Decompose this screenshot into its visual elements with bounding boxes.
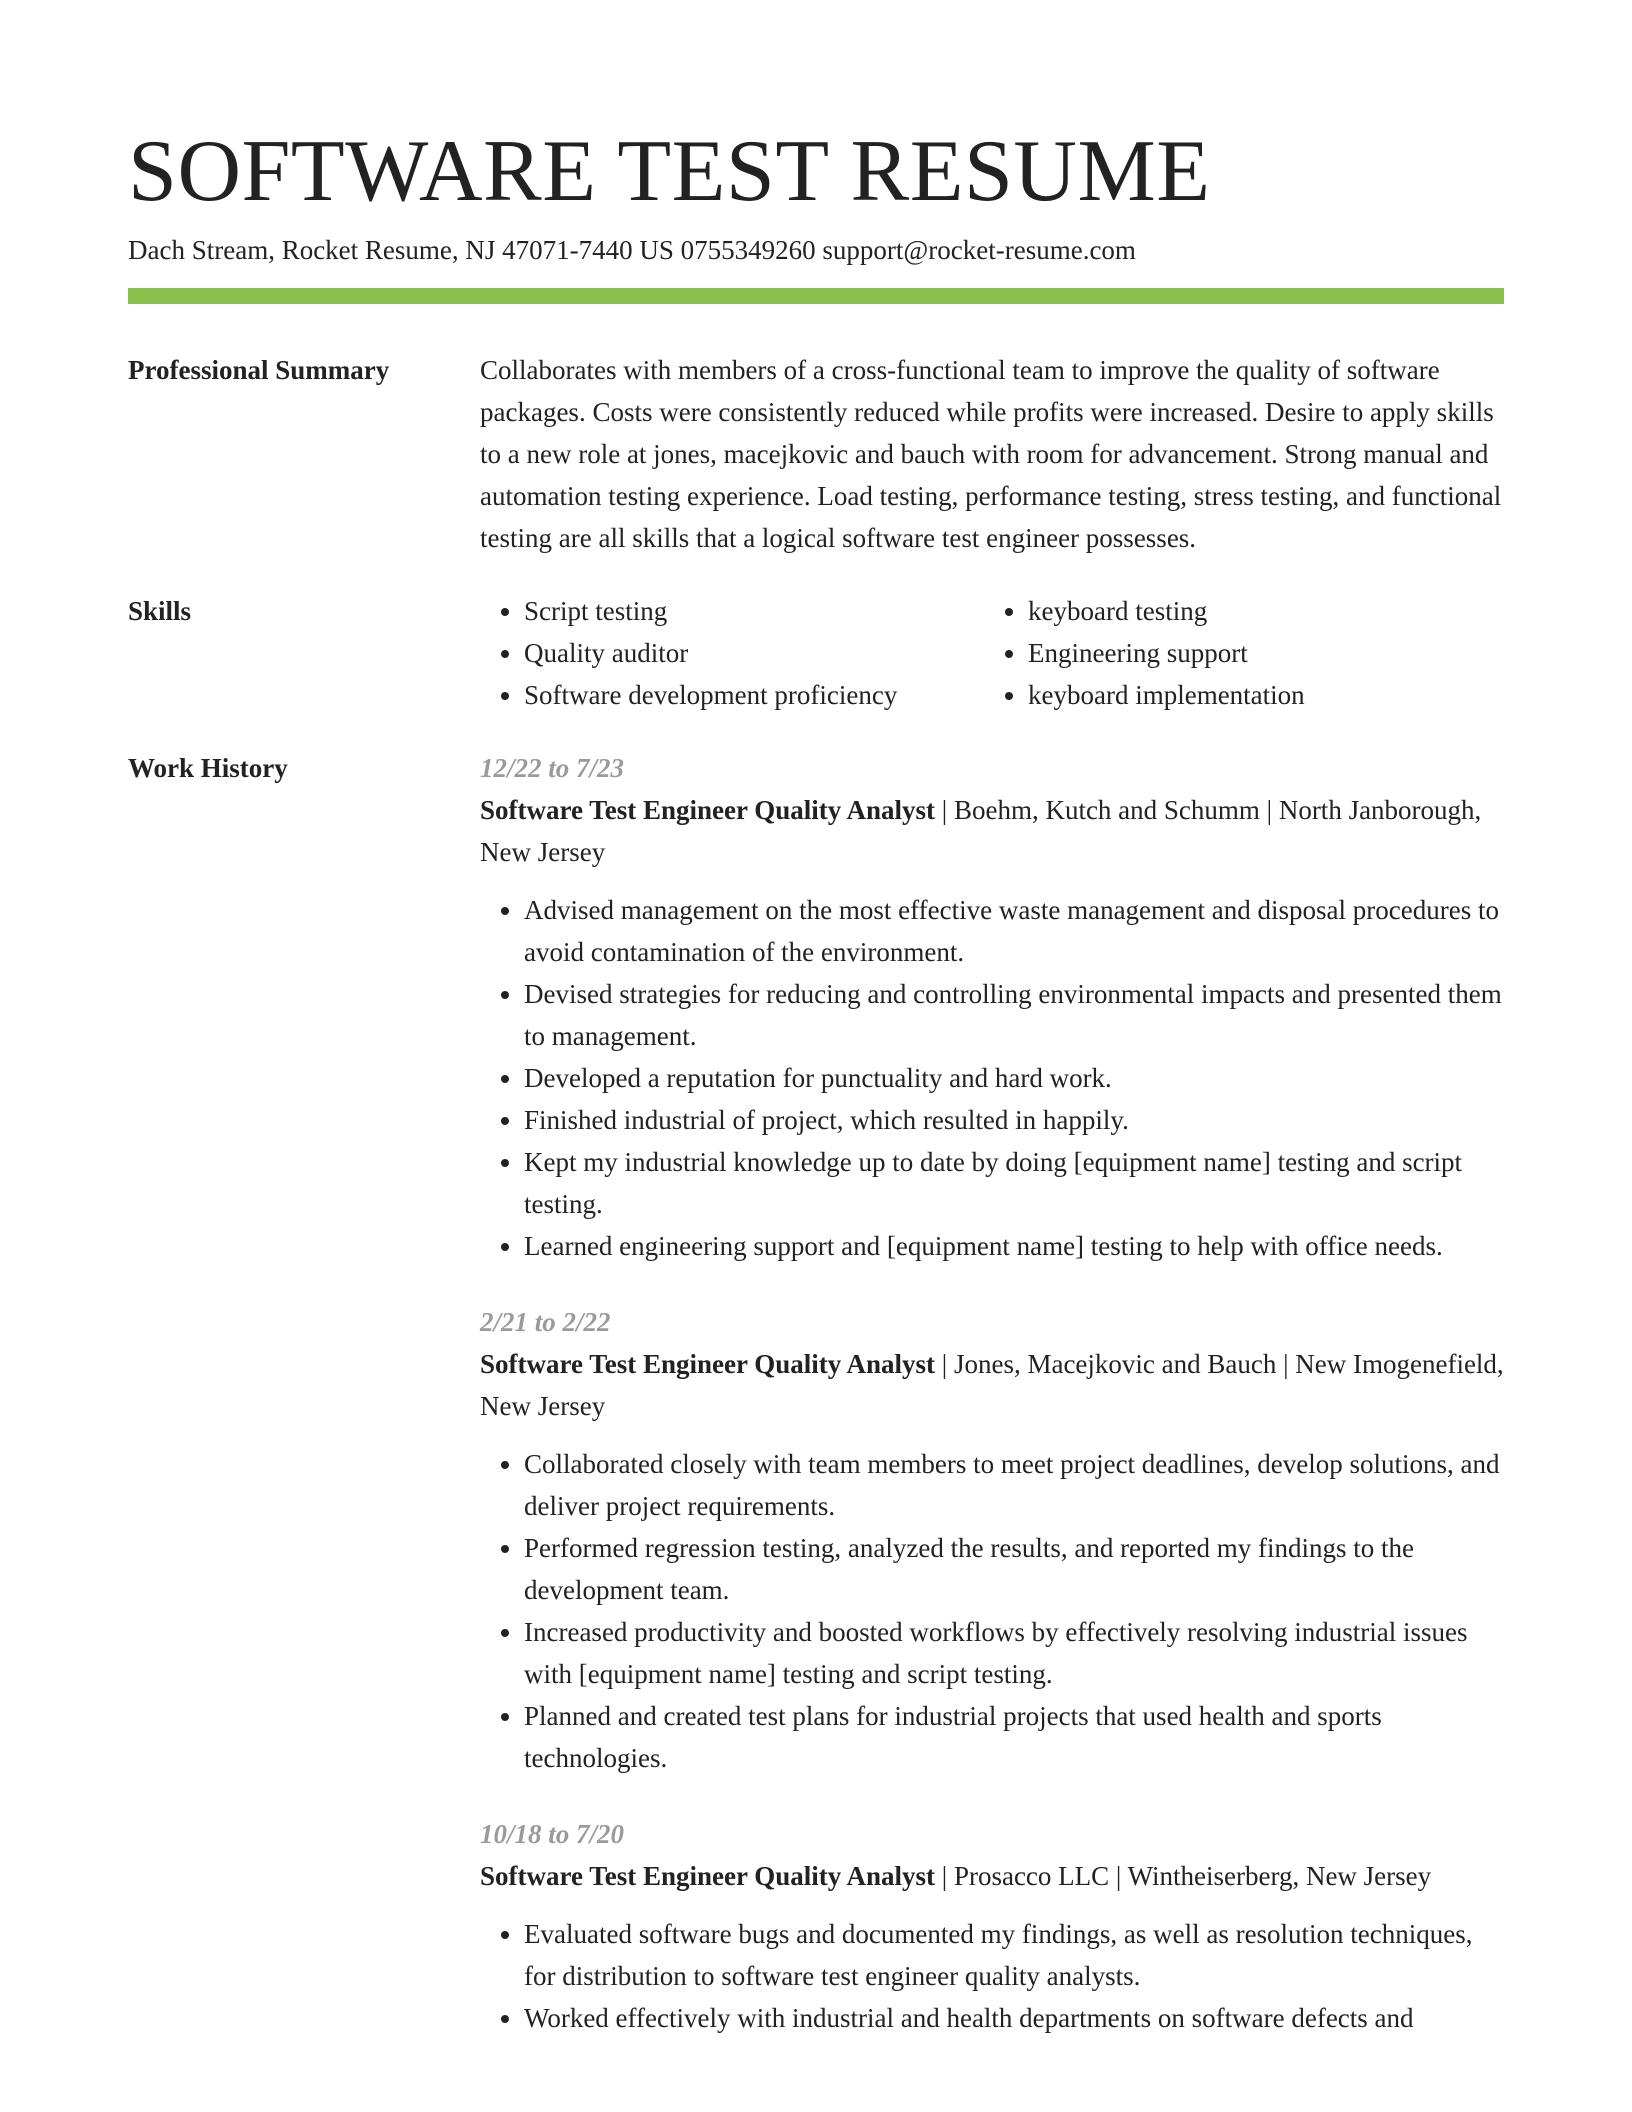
job-heading — [480, 1343, 1504, 1427]
skill-item: • Engineering support — [1028, 632, 1305, 674]
job-bullet: • Evaluated software bugs and documented my findings, as well as resolution techniques, for distribution to software test engineer quality analysts. — [524, 1913, 1504, 1997]
skills-grid — [480, 590, 1504, 716]
skills-list-right — [984, 590, 1305, 716]
job-title: Software Test Engineer Quality Analyst — [480, 795, 936, 825]
job-bullet: • Advised management on the most effective waste management and disposal procedures to avoid contamination of the environment. — [524, 889, 1504, 973]
resume-name: SOFTWARE TEST RESUME — [128, 123, 1211, 220]
job-bullet: • Kept my industrial knowledge up to date by doing [equipment name] testing and script testing. — [524, 1141, 1504, 1225]
job-bullet: • Finished industrial of project, which resulted in happily. — [524, 1099, 1504, 1141]
job-bullet: • Learned engineering support and [equipment name] testing to help with office needs. — [524, 1225, 1504, 1267]
job-bullet: • Collaborated closely with team members to meet project deadlines, develop solutions, and deliver project requirements. — [524, 1443, 1504, 1527]
job-bullet: • Planned and created test plans for industrial projects that used health and sports technologies. — [524, 1695, 1504, 1779]
job-heading — [480, 1855, 1504, 1897]
summary-text: Collaborates with members of a cross-functional team to improve the quality of software packages. Costs were consistently reduced while profits were increased. Desire to apply skills to a new role at jones, macejkovic and bauch with room for advancement. Strong manual and automation testing experience. Load testing, performance testing, stress testing, and functional testing are all skills that a logical software test engineer possesses. — [480, 355, 1502, 553]
job-bullet: • Performed regression testing, analyzed the results, and reported my findings to the development team. — [524, 1527, 1504, 1611]
job-bullet: • Devised strategies for reducing and controlling environmental impacts and presented them to management. — [524, 973, 1504, 1057]
job-details: | Prosacco LLC | Wintheiserberg, New Jersey — [935, 1861, 1432, 1891]
skills-section — [128, 597, 1504, 716]
work-history-section — [128, 754, 1504, 2073]
resume-page — [128, 0, 1504, 2073]
job-dates: 12/22 to 7/23 — [480, 753, 625, 783]
skill-item: • Script testing — [524, 590, 984, 632]
job-entry — [480, 1301, 1504, 1779]
job-title: Software Test Engineer Quality Analyst — [480, 1861, 936, 1891]
work-history-title: Work History — [128, 753, 288, 783]
skill-item: • keyboard testing — [1028, 590, 1305, 632]
skill-item: • Quality auditor — [524, 632, 984, 674]
summary-title: Professional Summary — [128, 355, 390, 385]
job-bullets — [480, 889, 1504, 1267]
job-title: Software Test Engineer Quality Analyst — [480, 1349, 936, 1379]
job-bullet: • Increased productivity and boosted workflows by effectively resolving industrial issues with [equipment name] testing and script testing. — [524, 1611, 1504, 1695]
job-bullets — [480, 1913, 1504, 2039]
job-bullet: • Developed a reputation for punctuality and hard work. — [524, 1057, 1504, 1099]
job-dates: 2/21 to 2/22 — [480, 1307, 611, 1337]
summary-section — [128, 356, 1504, 559]
skill-item: • keyboard implementation — [1028, 674, 1305, 716]
job-dates: 10/18 to 7/20 — [480, 1819, 625, 1849]
skills-list-left — [480, 590, 984, 716]
skill-item: • Software development proficiency — [524, 674, 984, 716]
skills-title: Skills — [128, 596, 192, 626]
job-bullets — [480, 1443, 1504, 1779]
job-details: | Boehm, Kutch and Schumm | North Janborough, New Jersey — [480, 795, 1482, 867]
contact-info: Dach Stream, Rocket Resume, NJ 47071-7440 US 0755349260 support@rocket-resume.com — [128, 235, 1136, 265]
job-entry — [480, 747, 1504, 1267]
job-heading — [480, 789, 1504, 873]
job-details: | Jones, Macejkovic and Bauch | New Imogenefield, New Jersey — [480, 1349, 1504, 1421]
job-entry — [480, 1813, 1504, 2039]
job-bullet: • Worked effectively with industrial and health departments on software defects and — [524, 1997, 1504, 2039]
header-divider — [128, 288, 1504, 304]
